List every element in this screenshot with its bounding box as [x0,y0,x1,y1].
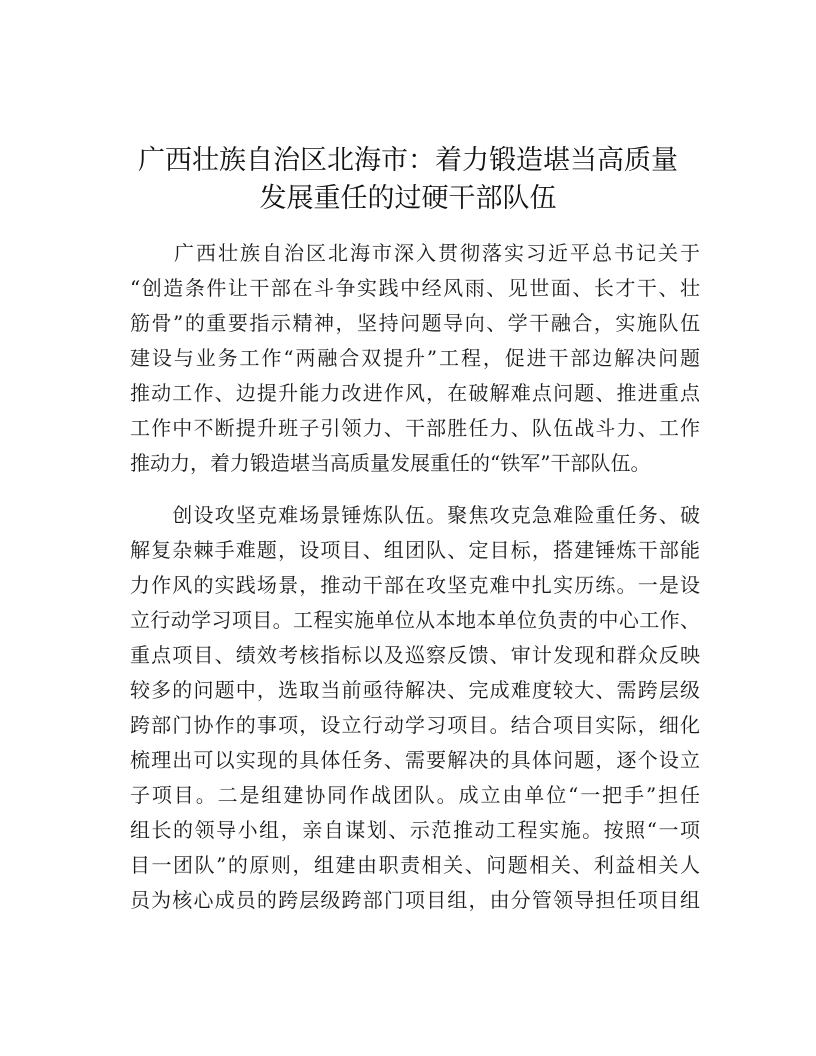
document-title [100,142,716,218]
paragraph-2 [130,498,700,918]
paragraph-line: 筋骨”的重要指示精神，坚持问题导向、学干融合，实施队伍 [130,311,700,335]
paragraph-line: 解复杂棘手难题，设项目、组团队、定目标，搭建锤炼干部能 [130,538,700,562]
paragraph-line: 梳理出可以实现的具体任务、需要解决的具体问题，逐个设立 [130,748,700,772]
paragraph-line: 推动工作、边提升能力改进作风，在破解难点问题、推进重点 [130,381,700,405]
document-body [130,236,700,918]
paragraph-line: 建设与业务工作“两融合双提升”工程，促进干部边解决问题 [130,346,700,370]
paragraph-1 [130,236,700,481]
paragraph-line: 较多的问题中，选取当前亟待解决、完成难度较大、需跨层级 [130,678,700,702]
title-line-2: 发展重任的过硬干部队伍 [259,183,557,214]
paragraph-line: 子项目。二是组建协同作战团队。成立由单位“一把手”担任 [130,783,700,807]
paragraph-line: 员为核心成员的跨层级跨部门项目组，由分管领导担任项目组 [130,888,700,912]
title-line-1: 广西壮族自治区北海市：着力锻造堪当高质量 [138,145,678,176]
paragraph-line: 跨部门协作的事项，设立行动学习项目。结合项目实际，细化 [130,713,700,737]
paragraph-line: 工作中不断提升班子引领力、干部胜任力、队伍战斗力、工作 [130,416,700,440]
paragraph-line: 力作风的实践场景，推动干部在攻坚克难中扎实历练。一是设 [130,573,700,597]
paragraph-line: 立行动学习项目。工程实施单位从本地本单位负责的中心工作、 [130,608,700,632]
paragraph-line: 目一团队”的原则，组建由职责相关、问题相关、利益相关人 [130,853,700,877]
paragraph-line: 推动力，着力锻造堪当高质量发展重任的“铁军”干部队伍。 [130,451,651,475]
paragraph-line: 创设攻坚克难场景锤炼队伍。聚焦攻克急难险重任务、破 [130,503,700,527]
paragraph-line: “创造条件让干部在斗争实践中经风雨、见世面、长才干、壮 [130,276,700,300]
paragraph-line: 组长的领导小组，亲自谋划、示范推动工程实施。按照“一项 [130,818,700,842]
paragraph-line: 广西壮族自治区北海市深入贯彻落实习近平总书记关于 [130,241,700,265]
paragraph-line: 重点项目、绩效考核指标以及巡察反馈、审计发现和群众反映 [130,643,700,667]
